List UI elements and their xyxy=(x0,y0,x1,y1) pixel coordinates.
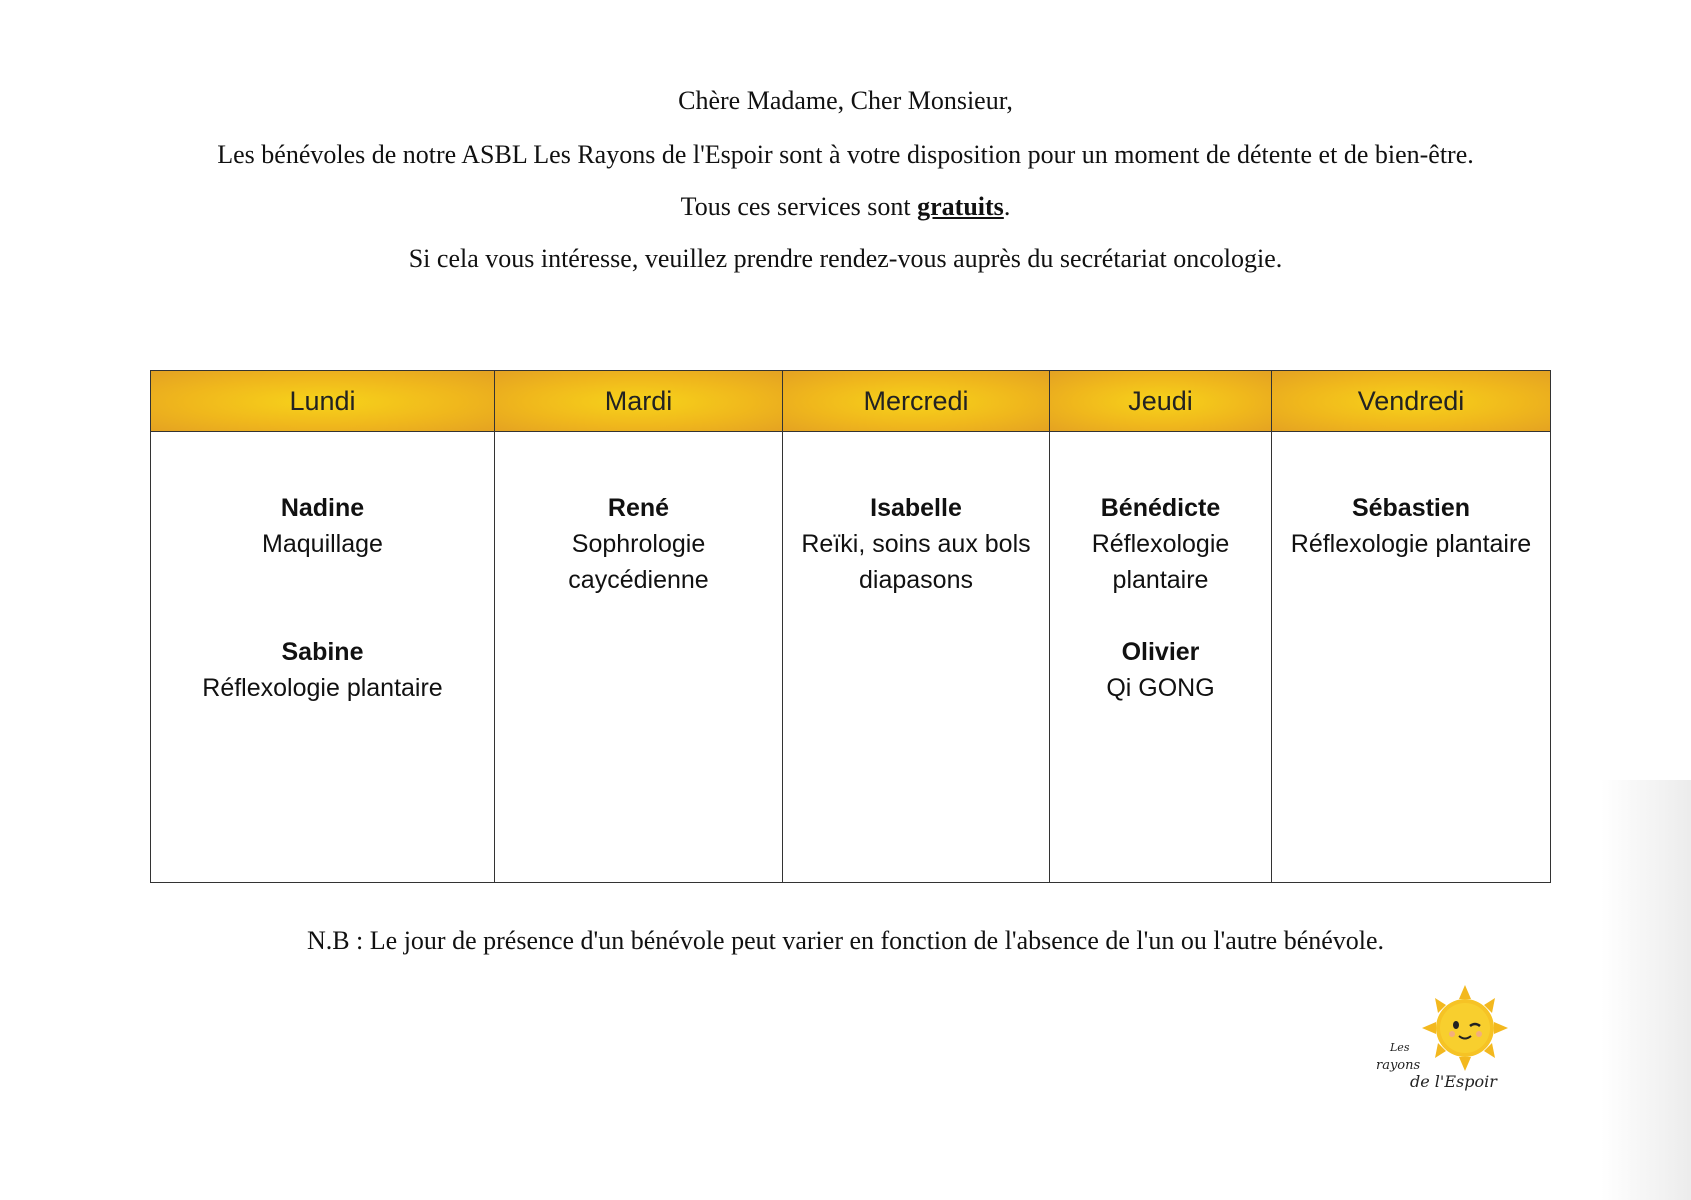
volunteer-service: Réflexologie plantaire xyxy=(1290,530,1532,558)
volunteer-service: Reïki, soins aux bols xyxy=(801,530,1031,558)
volunteer-entry xyxy=(1056,490,1265,598)
intro-line-2 xyxy=(0,192,1691,222)
volunteer-entry xyxy=(789,490,1043,598)
sun-face-icon xyxy=(1422,985,1508,1071)
thursday-cell xyxy=(1050,432,1272,883)
volunteer-entry xyxy=(1278,490,1544,562)
day-header-thursday: Jeudi xyxy=(1050,371,1272,432)
volunteer-name: Nadine xyxy=(280,494,365,522)
wednesday-cell xyxy=(783,432,1050,883)
volunteer-name: Bénédicte xyxy=(1100,494,1221,522)
volunteer-entry xyxy=(501,490,776,598)
logo-text-rayons: rayons xyxy=(1376,1058,1421,1073)
volunteer-service: Réflexologie xyxy=(1091,530,1230,558)
volunteer-row xyxy=(151,432,1551,883)
volunteer-name: Sabine xyxy=(281,638,364,666)
day-header-tuesday: Mardi xyxy=(495,371,783,432)
friday-cell xyxy=(1272,432,1551,883)
day-header-row xyxy=(151,371,1551,432)
intro-line-2-prefix: Tous ces services sont xyxy=(680,192,918,221)
greeting: Chère Madame, Cher Monsieur, xyxy=(678,86,1013,115)
logo-text-les: Les xyxy=(1390,1041,1410,1054)
volunteer-service: caycédienne xyxy=(568,566,709,594)
volunteer-name: René xyxy=(607,494,670,522)
volunteer-entry xyxy=(1056,634,1265,706)
volunteer-service: Maquillage xyxy=(262,530,383,558)
free-emphasis: gratuits xyxy=(917,192,1004,221)
day-header-monday: Lundi xyxy=(151,371,495,432)
volunteer-name: Sébastien xyxy=(1351,494,1471,522)
volunteer-service: Réflexologie plantaire xyxy=(202,674,443,702)
logo-text-espoir: de l'Espoir xyxy=(1410,1072,1497,1091)
monday-cell xyxy=(151,432,495,883)
day-header-friday: Vendredi xyxy=(1272,371,1551,432)
page-shadow xyxy=(1601,780,1691,1200)
intro-line-2-suffix: . xyxy=(1003,192,1011,221)
tuesday-cell xyxy=(495,432,783,883)
volunteer-name: Olivier xyxy=(1121,638,1200,666)
day-header-wednesday: Mercredi xyxy=(783,371,1050,432)
volunteer-entry xyxy=(157,634,488,706)
volunteer-schedule-table xyxy=(150,370,1551,883)
volunteer-name: Isabelle xyxy=(870,494,962,522)
footnote: N.B : Le jour de présence d'un bénévole peut varier en fonction de l'absence de l'un ou l'autre bénévole. xyxy=(306,926,1385,955)
logo xyxy=(1370,985,1520,1095)
volunteer-entry xyxy=(157,490,488,562)
intro-line-3: Si cela vous intéresse, veuillez prendre rendez-vous auprès du secrétariat oncologie. xyxy=(408,244,1283,273)
volunteer-service: plantaire xyxy=(1112,566,1209,594)
intro-line-1: Les bénévoles de notre ASBL Les Rayons de l'Espoir sont à votre disposition pour un moment de détente et de bien-être. xyxy=(217,140,1474,169)
volunteer-service: Sophrologie xyxy=(571,530,706,558)
volunteer-service: Qi GONG xyxy=(1106,674,1215,702)
volunteer-service: diapasons xyxy=(859,566,973,594)
